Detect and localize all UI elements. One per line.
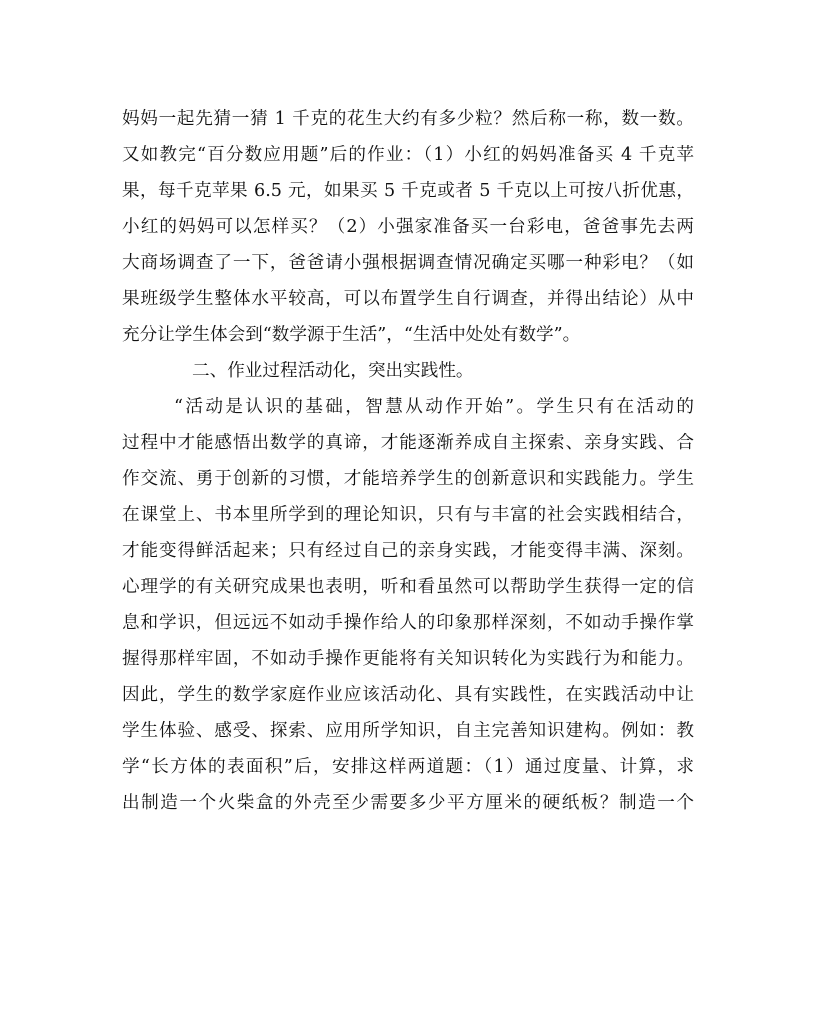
text-line: 握得那样牢固，不如动手操作更能将有关知识转化为实践行为和能力。 [122,649,694,669]
text-line: 在课堂上、书本里所学到的理论知识，只有与丰富的社会实践相结合， [122,505,694,525]
text-line: 才能变得鲜活起来；只有经过自己的亲身实践，才能变得丰满、深刻。 [122,541,694,561]
text-line: 学生体验、感受、探索、应用所学知识，自主完善知识建构。例如：教 [122,721,694,741]
text-line: 过程中才能感悟出数学的真谛，才能逐渐养成自主探索、亲身实践、合 [122,433,694,453]
text-line: 又如教完“百分数应用题”后的作业：（1）小红的妈妈准备买 4 千克苹 [122,145,694,165]
text-line: 心理学的有关研究成果也表明，听和看虽然可以帮助学生获得一定的信 [122,577,694,597]
text-line: 大商场调查了一下，爸爸请小强根据调查情况确定买哪一种彩电？（如 [122,253,694,273]
text-line: 学“长方体的表面积”后，安排这样两道题：（1）通过度量、计算，求 [122,757,694,777]
text-line: 息和学识，但远远不如动手操作给人的印象那样深刻，不如动手操作掌 [122,613,694,633]
text-line: “活动是认识的基础，智慧从动作开始”。学生只有在活动的 [174,397,694,417]
text-line: 果，每千克苹果 6.5 元，如果买 5 千克或者 5 千克以上可按八折优惠， [122,181,694,201]
text-line: 作交流、勇于创新的习惯，才能培养学生的创新意识和实践能力。学生 [122,469,694,489]
section-heading: 二、作业过程活动化，突出实践性。 [192,361,474,381]
text-line: 出制造一个火柴盒的外壳至少需要多少平方厘米的硬纸板？制造一个 [122,793,694,813]
text-line: 充分让学生体会到“数学源于生活”，“生活中处处有数学”。 [122,325,581,345]
text-line: 小红的妈妈可以怎样买？（2）小强家准备买一台彩电，爸爸事先去两 [122,217,694,237]
body-text [122,101,694,821]
text-line: 因此，学生的数学家庭作业应该活动化、具有实践性，在实践活动中让 [122,685,694,705]
text-line: 妈妈一起先猜一猜 1 千克的花生大约有多少粒？然后称一称，数一数。 [122,109,694,129]
text-line: 果班级学生整体水平较高，可以布置学生自行调查，并得出结论）从中 [122,289,694,309]
